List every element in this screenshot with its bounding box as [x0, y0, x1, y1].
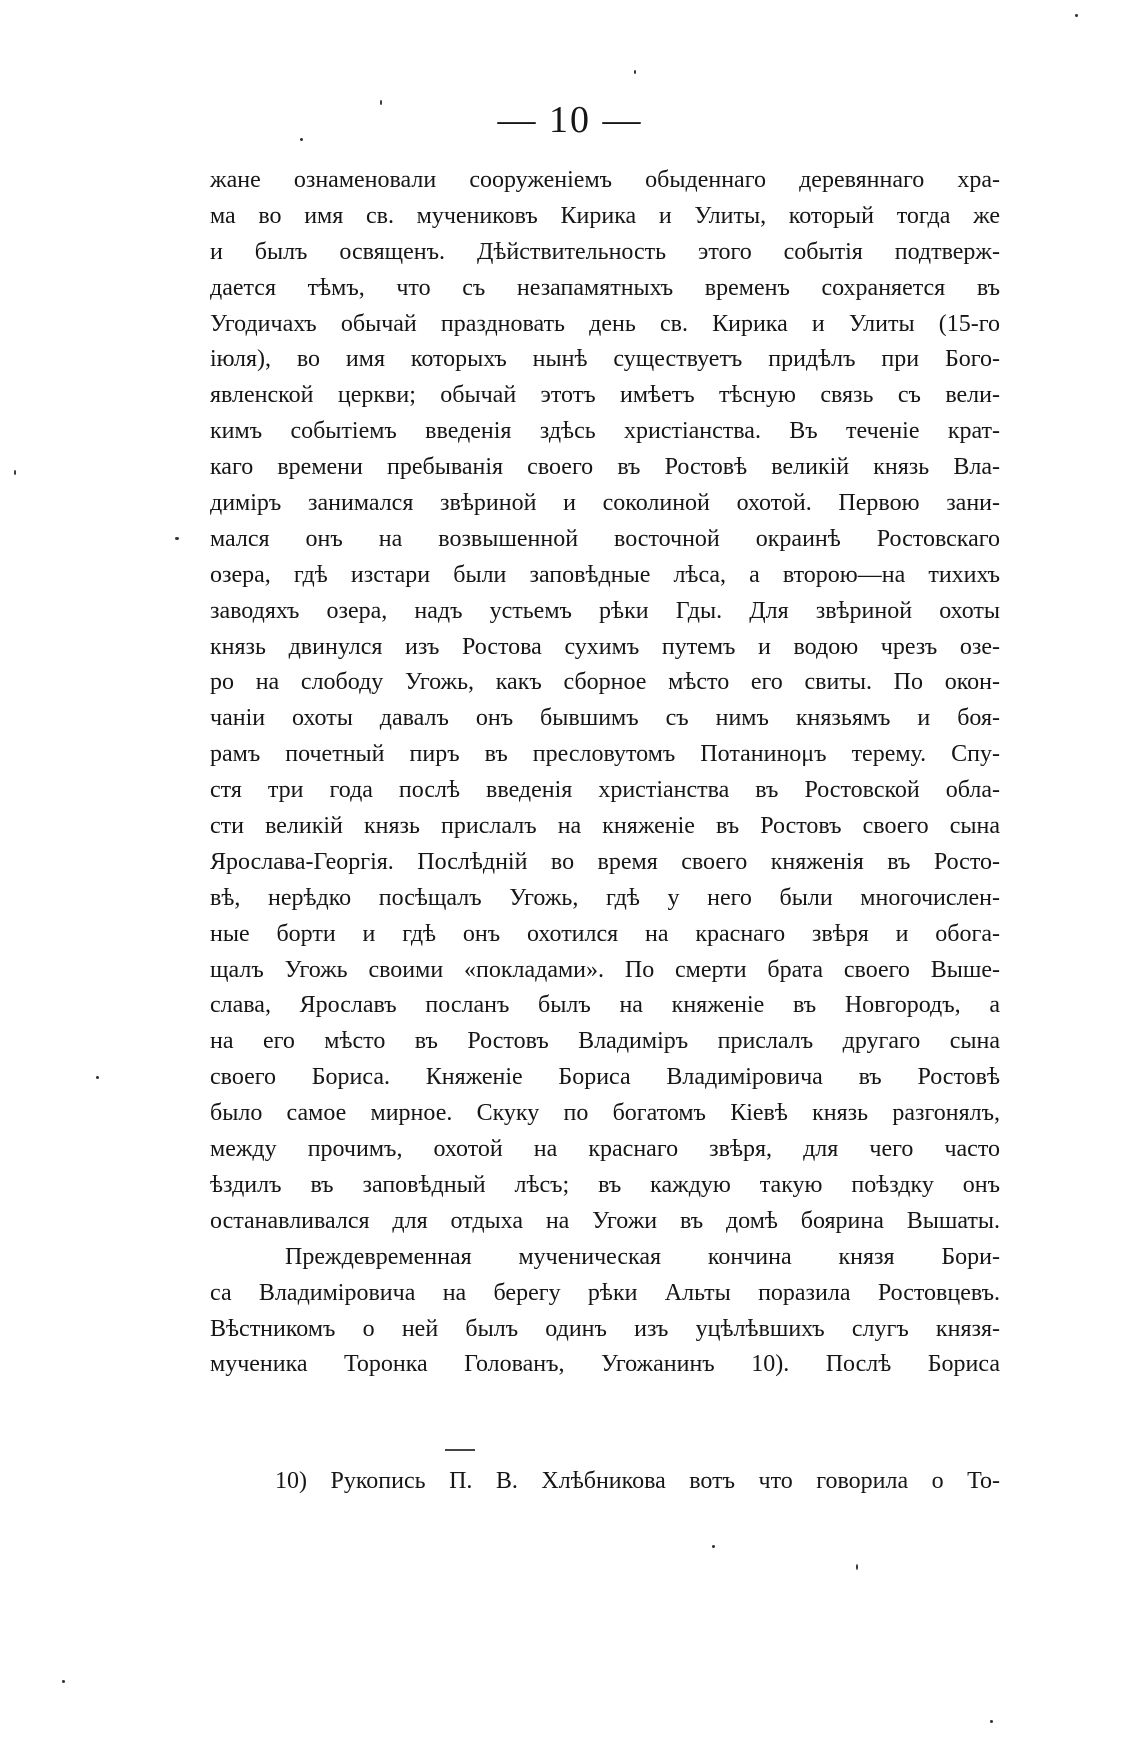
text-line: своего Бориса. Княженіе Бориса Владиміровича въ Ростовѣ — [210, 1064, 1000, 1091]
text-line: мученика Торонка Голованъ, Угожанинъ 10). Послѣ Бориса — [210, 1351, 1000, 1378]
text-line: стя три года послѣ введенія христіанства въ Ростовской обла- — [210, 777, 1000, 804]
text-line: чаніи охоты давалъ онъ бывшимъ съ нимъ князьямъ и боя- — [210, 705, 1000, 732]
text-line: Вѣстникомъ о ней былъ одинъ изъ уцѣлѣвшихъ слугъ князя- — [210, 1315, 1000, 1342]
text-line: кимъ событіемъ введенія здѣсь христіанства. Въ теченіе крат- — [210, 418, 1000, 445]
scan-speck — [96, 1076, 99, 1079]
text-line: Преждевременная мученическая кончина князя Бори- — [285, 1243, 1000, 1270]
scan-speck — [856, 1564, 858, 1570]
text-line: жане ознаменовали сооруженіемъ обыденнаго деревяннаго хра- — [210, 167, 1000, 193]
text-line: са Владиміровича на берегу рѣки Альты поразила Ростовцевъ. — [210, 1279, 1000, 1306]
text-line: ма во имя св. мучениковъ Кирика и Улиты, который тогда же — [210, 202, 1000, 229]
text-line: между прочимъ, охотой на краснаго звѣря, для чего часто — [210, 1136, 1000, 1163]
text-line: князь двинулся изъ Ростова сухимъ путемъ и водою чрезъ озе- — [210, 633, 1000, 660]
text-line: вѣ, нерѣдко посѣщалъ Угожь, гдѣ у него были многочислен- — [210, 884, 1000, 911]
scan-speck — [14, 470, 16, 475]
text-line: диміръ занимался звѣриной и соколиной охотой. Первою зани- — [210, 490, 1000, 517]
scan-speck — [380, 100, 382, 105]
text-line: каго времени пребыванія своего въ Ростовѣ великій князь Вла- — [210, 454, 1000, 481]
text-line: явленской церкви; обычай этотъ имѣетъ тѣсную связь съ вели- — [210, 382, 1000, 409]
text-line: было самое мирное. Скуку по богатомъ Кіевѣ князь разгонялъ, — [210, 1100, 1000, 1127]
text-line: заводяхъ озера, надъ устьемъ рѣки Гды. Для звѣриной охоты — [210, 597, 1000, 624]
text-line: Ярослава-Георгія. Послѣдній во время своего княженія въ Росто- — [210, 848, 1000, 875]
text-line: Угодичахъ обычай праздновать день св. Кирика и Улиты (15-го — [210, 310, 1000, 337]
scan-speck — [62, 1680, 65, 1683]
footnote — [275, 1464, 1000, 1500]
scan-speck — [990, 1720, 993, 1723]
main-text — [210, 163, 1000, 1383]
text-line: ро на слободу Угожь, какъ сборное мѣсто его свиты. По окон- — [210, 669, 1000, 696]
scan-speck — [175, 537, 179, 540]
footnote-separator — [445, 1449, 475, 1451]
text-line: мался онъ на возвышенной восточной окраинѣ Ростовскаго — [210, 525, 1000, 552]
page-number: — 10 — — [497, 99, 643, 141]
text-line: іюля), во имя которыхъ нынѣ существуетъ придѣлъ при Бого- — [210, 346, 1000, 373]
scan-speck — [712, 1545, 715, 1548]
scan-speck — [300, 138, 303, 141]
text-line: ные борти и гдѣ онъ охотился на краснаго звѣря и обога- — [210, 920, 1000, 947]
text-line: на его мѣсто въ Ростовъ Владиміръ прислалъ другаго сына — [210, 1028, 1000, 1055]
text-line: щалъ Угожь своими «покладами». По смерти брата своего Выше- — [210, 956, 1000, 983]
text-line: озера, гдѣ изстари были заповѣдные лѣса, а второю—на тихихъ — [210, 561, 1000, 588]
scan-speck — [1075, 14, 1078, 17]
text-line: ѣздилъ въ заповѣдный лѣсъ; въ каждую такую поѣздку онъ — [210, 1171, 1000, 1198]
text-line: слава, Ярославъ посланъ былъ на княженіе въ Новгородъ, а — [210, 992, 1000, 1019]
scan-speck — [634, 70, 636, 74]
text-line: рамъ почетный пиръ въ пресловутомъ Потанинομъ терему. Спу- — [210, 741, 1000, 768]
footnote-line: 10) Рукопись П. В. Хлѣбникова вотъ что говорила о То- — [275, 1468, 1000, 1494]
text-line: останавливался для отдыха на Угожи въ домѣ боярина Вышаты. — [210, 1207, 1000, 1234]
paragraph-2 — [210, 1240, 1000, 1384]
text-line: и былъ освященъ. Дѣйствительность этого событія подтверж- — [210, 238, 1000, 265]
paragraph-1 — [210, 163, 1000, 1240]
text-line: дается тѣмъ, что съ незапамятныхъ временъ сохраняется въ — [210, 274, 1000, 301]
text-line: сти великій князь прислалъ на княженіе въ Ростовъ своего сына — [210, 813, 1000, 840]
